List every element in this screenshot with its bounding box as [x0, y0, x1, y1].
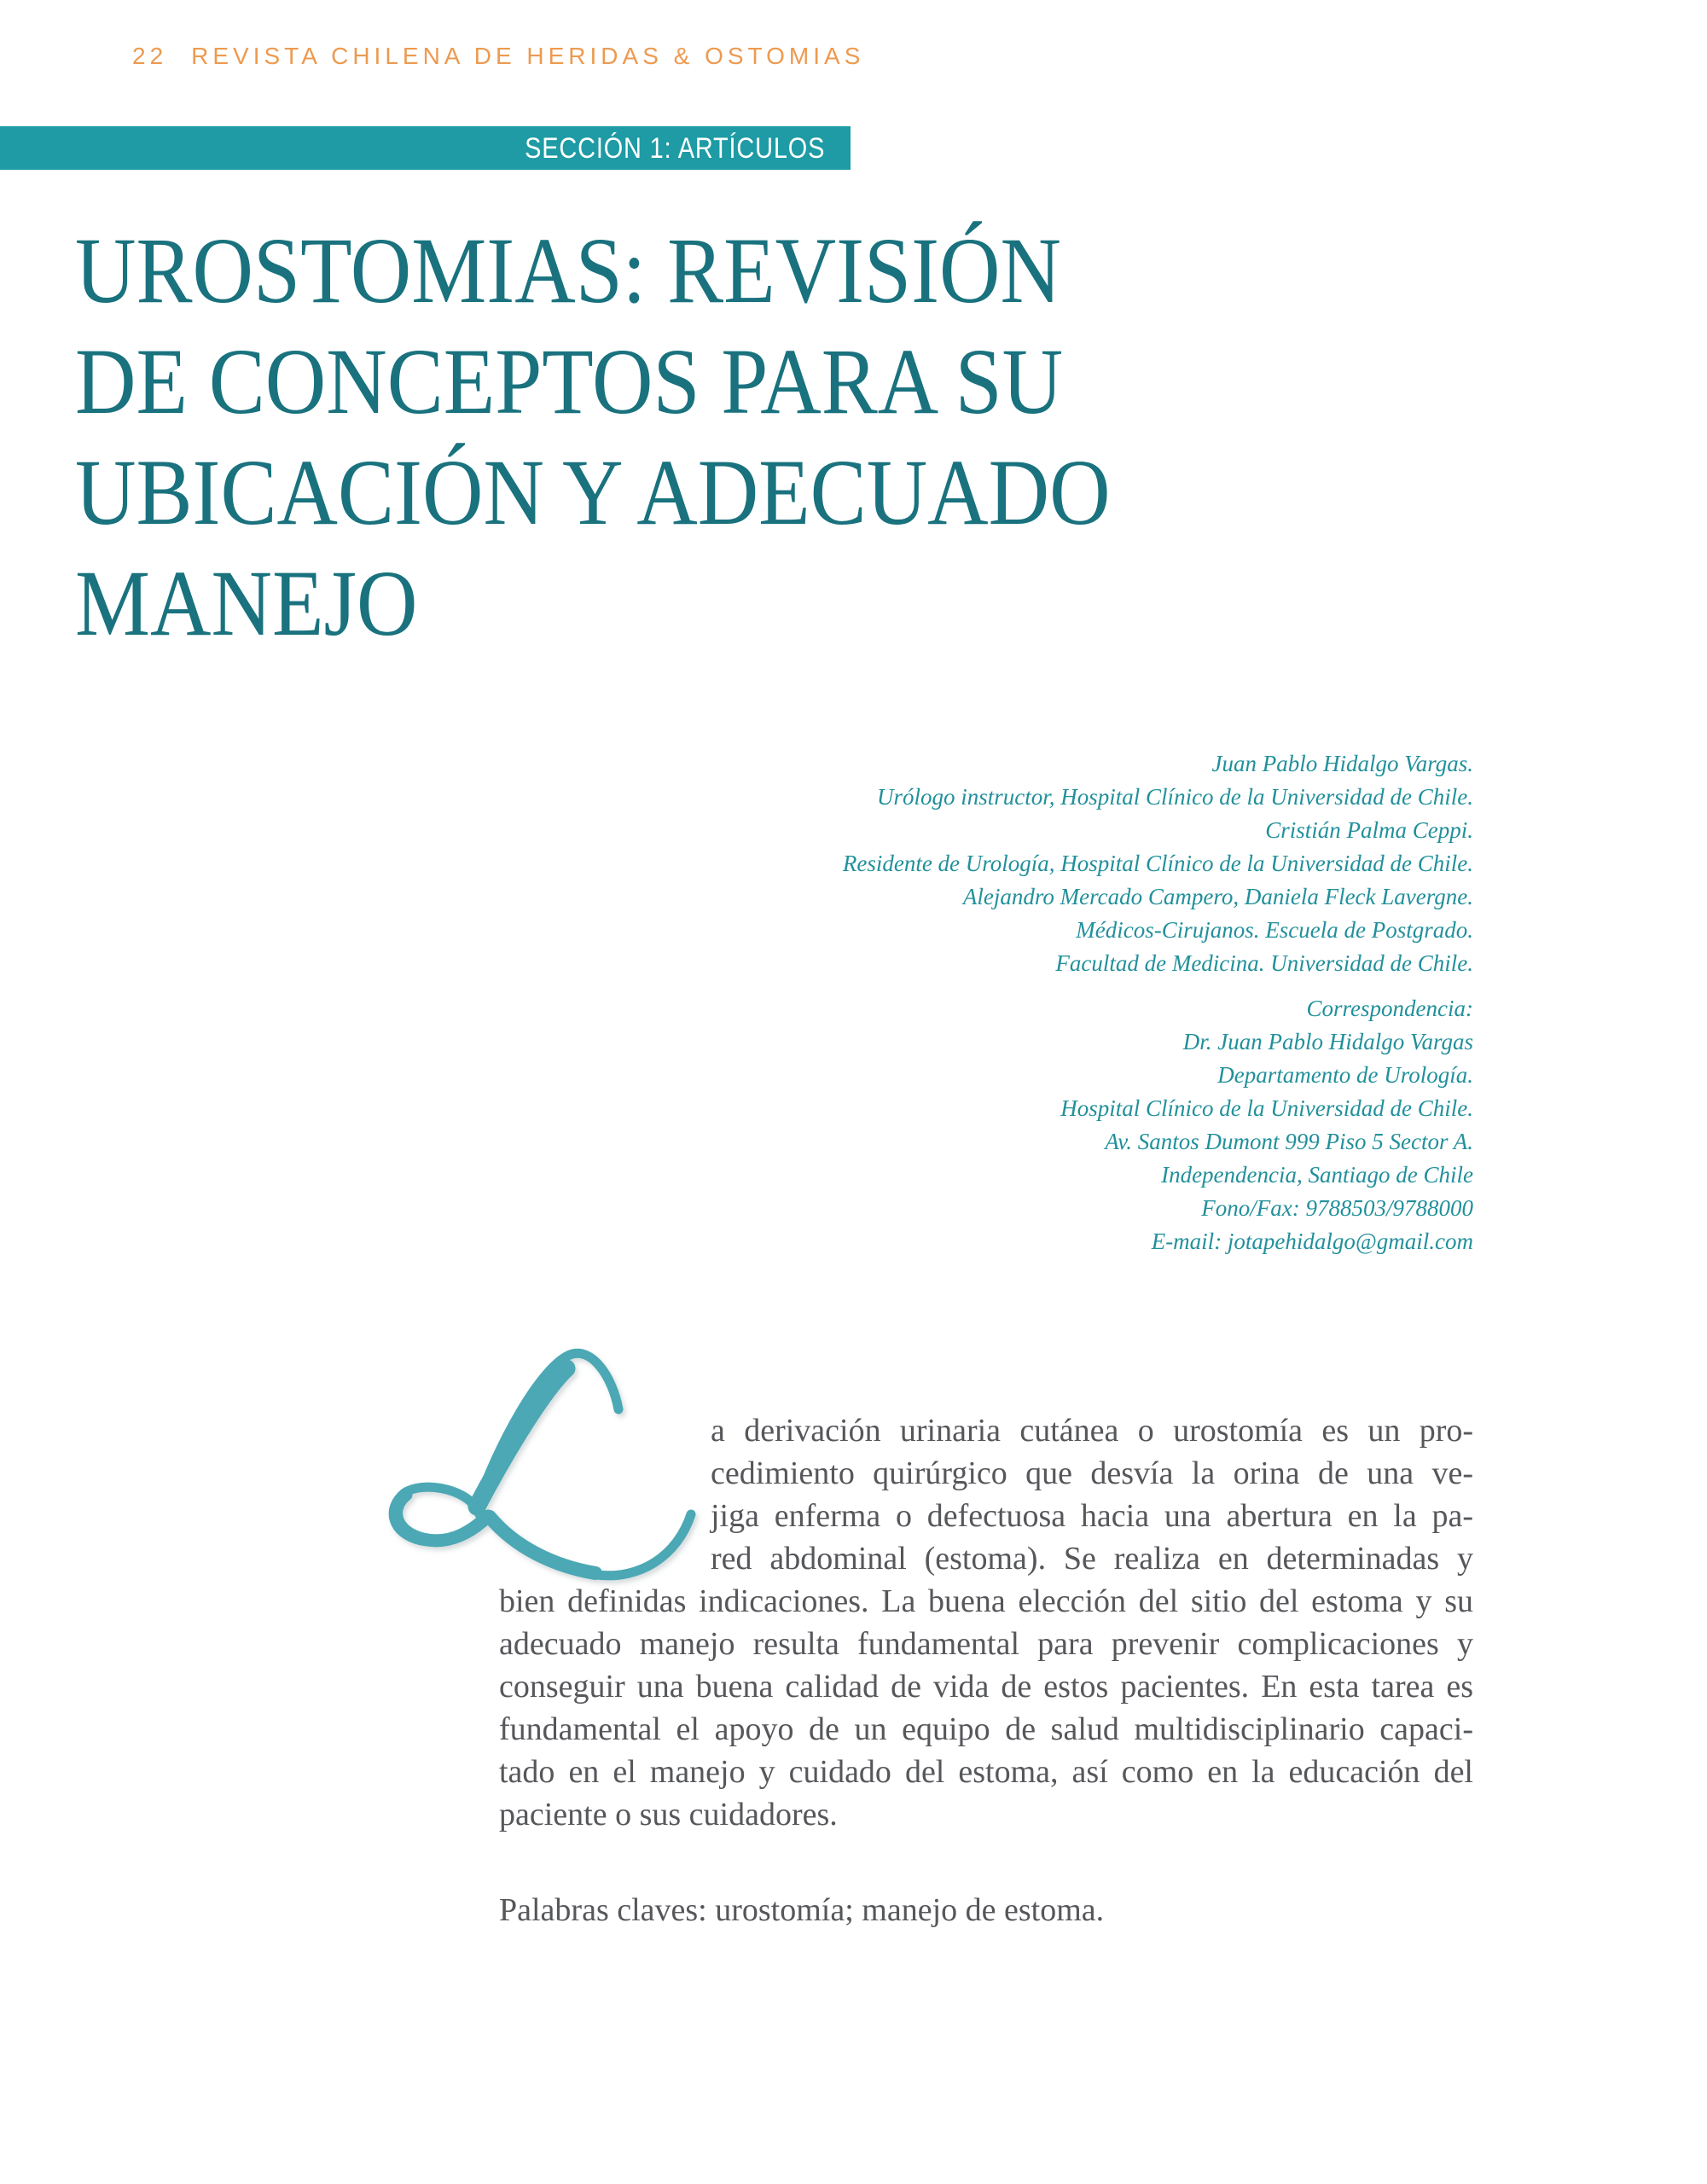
correspondence-line: Independencia, Santiago de Chile [1161, 1162, 1473, 1188]
body-line: paciente o sus cuidadores. [499, 1797, 838, 1833]
body-line: a derivación urinaria cutánea o urostomía es un pro- [711, 1413, 1473, 1449]
article-title-line: UROSTOMIAS: REVISIÓN [75, 218, 1062, 322]
correspondence-line: Fono/Fax: 9788503/9788000 [1201, 1195, 1473, 1221]
author-line: Residente de Urología, Hospital Clínico de la Universidad de Chile. [842, 851, 1473, 876]
body-line: bien definidas indicaciones. La buena elección del sitio del estoma y su [499, 1583, 1473, 1619]
article-lead-paragraph [499, 1409, 1473, 1836]
keywords-line: Palabras claves: urostomía; manejo de estoma. [499, 1892, 1105, 1928]
correspondence-line: Av. Santos Dumont 999 Piso 5 Sector A. [1105, 1129, 1473, 1154]
body-line: red abdominal (estoma). Se realiza en determinadas y [711, 1541, 1473, 1577]
author-line: Alejandro Mercado Campero, Daniela Fleck Lavergne. [962, 884, 1473, 909]
article-title-line: UBICACIÓN Y ADECUADO [75, 440, 1111, 544]
article-title [75, 215, 1111, 659]
correspondence-line: Correspondencia: [1306, 996, 1473, 1021]
correspondence-line: Dr. Juan Pablo Hidalgo Vargas [1182, 1029, 1473, 1054]
correspondence-line: E-mail: jotapehidalgo@gmail.com [1151, 1228, 1473, 1254]
body-line: cedimiento quirúrgico que desvía la orina de una ve- [711, 1455, 1473, 1491]
body-line: jiga enferma o defectuosa hacia una abertura en la pa- [711, 1498, 1473, 1534]
section-banner-label: SECCIÓN 1: ARTÍCULOS [524, 132, 825, 165]
correspondence-block [682, 992, 1473, 1258]
article-title-line: MANEJO [75, 551, 418, 655]
author-line: Facultad de Medicina. Universidad de Chile. [1055, 950, 1473, 976]
author-line: Médicos-Cirujanos. Escuela de Postgrado. [1076, 917, 1473, 943]
author-line: Urólogo instructor, Hospital Clínico de la Universidad de Chile. [877, 784, 1473, 810]
page-number: 22 [132, 43, 168, 69]
body-line: tado en el manejo y cuidado del estoma, así como en la educación del [499, 1754, 1473, 1790]
correspondence-line: Departamento de Urología. [1217, 1062, 1473, 1088]
journal-title: REVISTA CHILENA DE HERIDAS & OSTOMIAS [191, 43, 865, 69]
article-title-line: DE CONCEPTOS PARA SU [75, 329, 1064, 433]
body-line: conseguir una buena calidad de vida de estos pacientes. En esta tarea es [499, 1669, 1473, 1705]
author-line: Cristián Palma Ceppi. [1265, 817, 1473, 843]
body-line: fundamental el apoyo de un equipo de salud multidisciplinario capaci- [499, 1711, 1473, 1747]
body-line: adecuado manejo resulta fundamental para prevenir complicaciones y [499, 1626, 1473, 1662]
author-line: Juan Pablo Hidalgo Vargas. [1211, 751, 1473, 776]
masthead [132, 43, 864, 70]
author-block [682, 747, 1473, 980]
section-banner [0, 126, 851, 170]
correspondence-line: Hospital Clínico de la Universidad de Chile. [1060, 1095, 1473, 1121]
